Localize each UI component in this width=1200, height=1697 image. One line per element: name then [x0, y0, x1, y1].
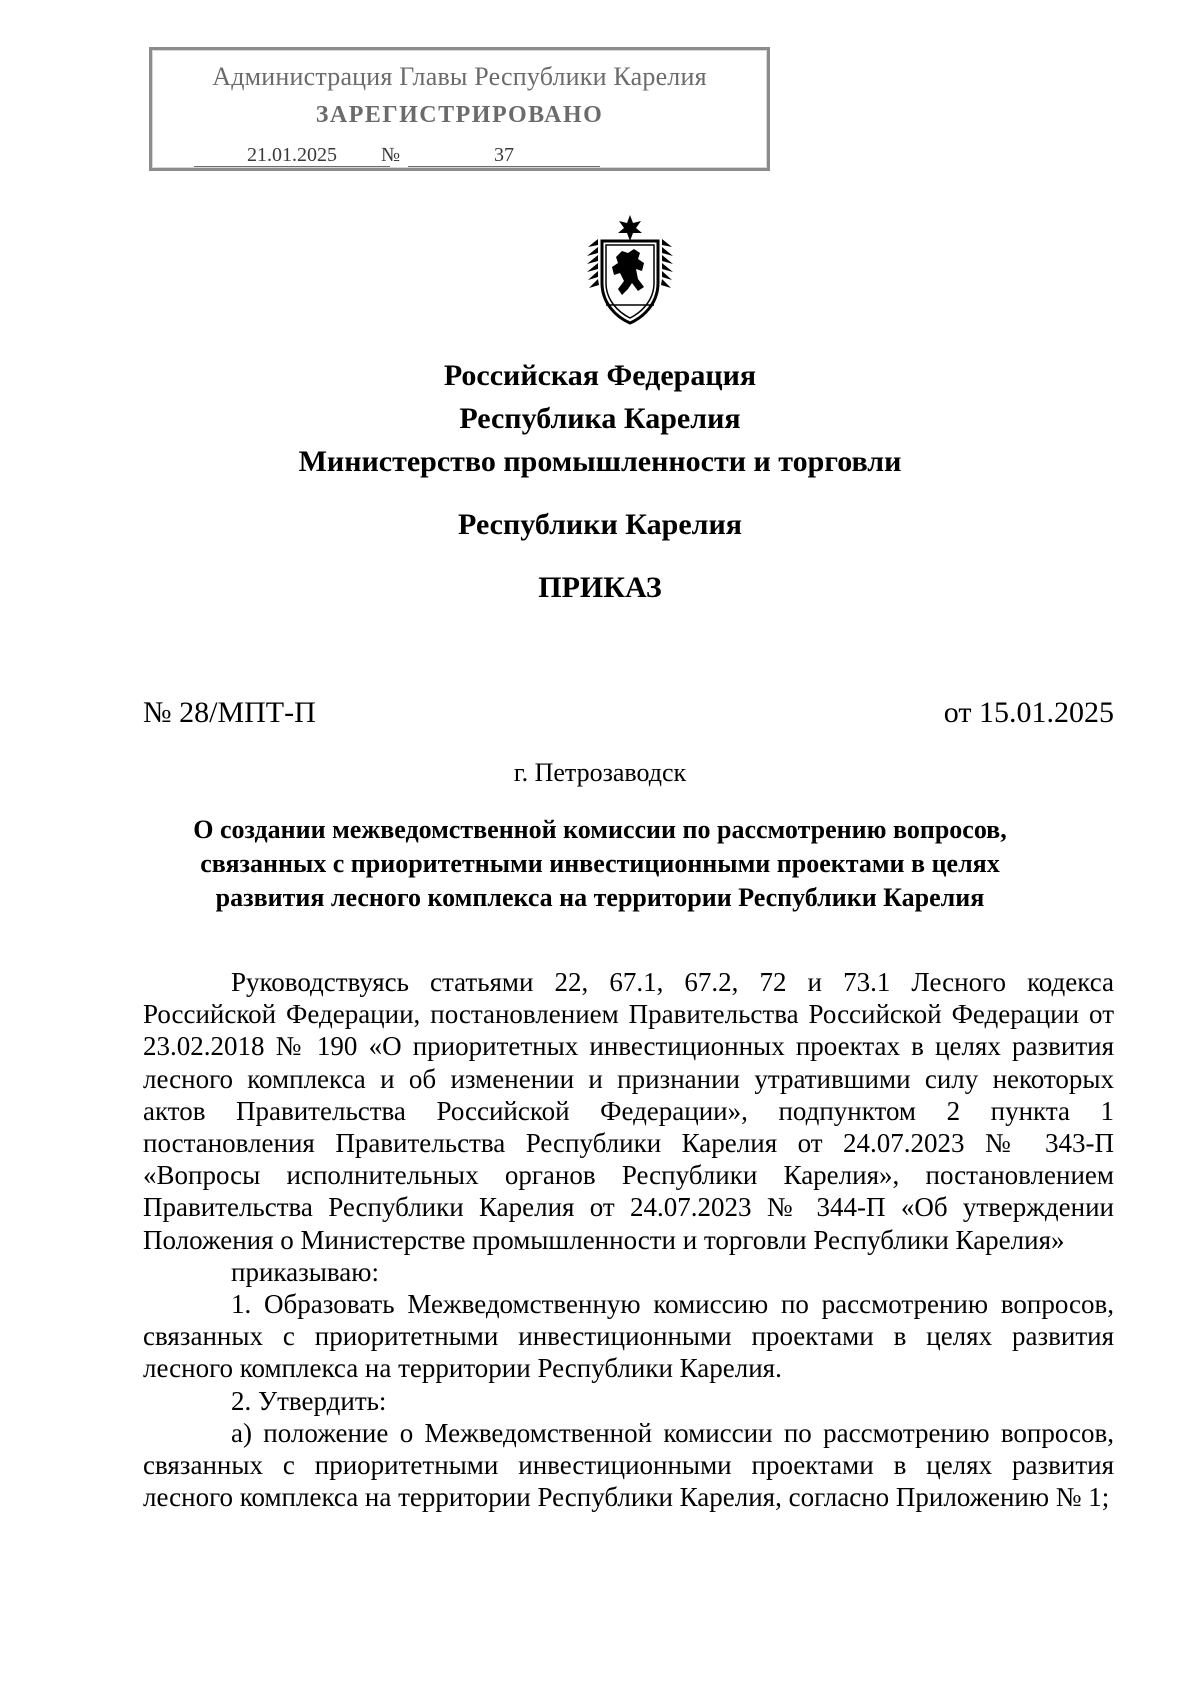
header-country: Российская Федерация [443, 359, 757, 392]
header-ministry: Министерство промышленности и торговли [298, 445, 902, 478]
document-type: ПРИКАЗ [538, 571, 662, 604]
stamp-number: 37 [408, 144, 600, 167]
karelia-coat-of-arms-icon [586, 213, 674, 325]
item-2: 2. Утвердить: [231, 1385, 387, 1416]
document-title: О создании межведомственной комиссии по рассмотрению вопросов, связанных с приоритетными инвестиционными проектами в целях развития лесного комплекса на территории Республики Карелия [193, 815, 1007, 912]
order-city: г. Петрозаводск [513, 758, 687, 787]
registration-stamp [149, 47, 770, 171]
item-2a: а) положение о Межведомственной комиссии по рассмотрению вопросов, связанных с приоритетными инвестиционными проектами в целях развития лесного комплекса на территории Республики Карелия, согласно Приложению № 1; [143, 1417, 1114, 1513]
stamp-authority: Администрация Главы Республики Карелия [212, 62, 707, 91]
document-body [143, 966, 1114, 1513]
header-ministry-republic: Республики Карелия [458, 508, 742, 541]
item-1: 1. Образовать Межведомственную комиссию по рассмотрению вопросов, связанных с приоритетными инвестиционными проектами в целях развития лесного комплекса на территории Республики Карелия. [143, 1289, 1114, 1384]
preamble-paragraph: Руководствуясь статьями 22, 67.1, 67.2, 72 и 73.1 Лесного кодекса Российской Федерации, постановлением Правительства Российской Федерации от 23.02.2018 № 190 «О приоритетных инвестиционных проектах в целях развития лесного комплекса и об изменении и признании утратившими силу некоторых актов Правительства Российской Федерации», подпунктом 2 пункта 1 постановления Правительства Республики Карелия от 24.07.2023 № 343-П «Вопросы исполнительных органов Республики Карелия», постановлением Правительства Республики Карелия от 24.07.2023 № 344-П «Об утверждении Положения о Министерстве промышленности и торговли Республики Карелия» [143, 967, 1114, 1255]
order-number: № 28/МПТ-П [143, 696, 316, 729]
stamp-status: ЗАРЕГИСТРИРОВАНО [315, 102, 604, 128]
stamp-number-sign: № [381, 144, 401, 166]
header-republic: Республика Карелия [459, 402, 741, 435]
order-word: приказываю: [231, 1256, 379, 1287]
order-date: от 15.01.2025 [943, 696, 1114, 729]
stamp-date: 21.01.2025 [194, 144, 390, 167]
